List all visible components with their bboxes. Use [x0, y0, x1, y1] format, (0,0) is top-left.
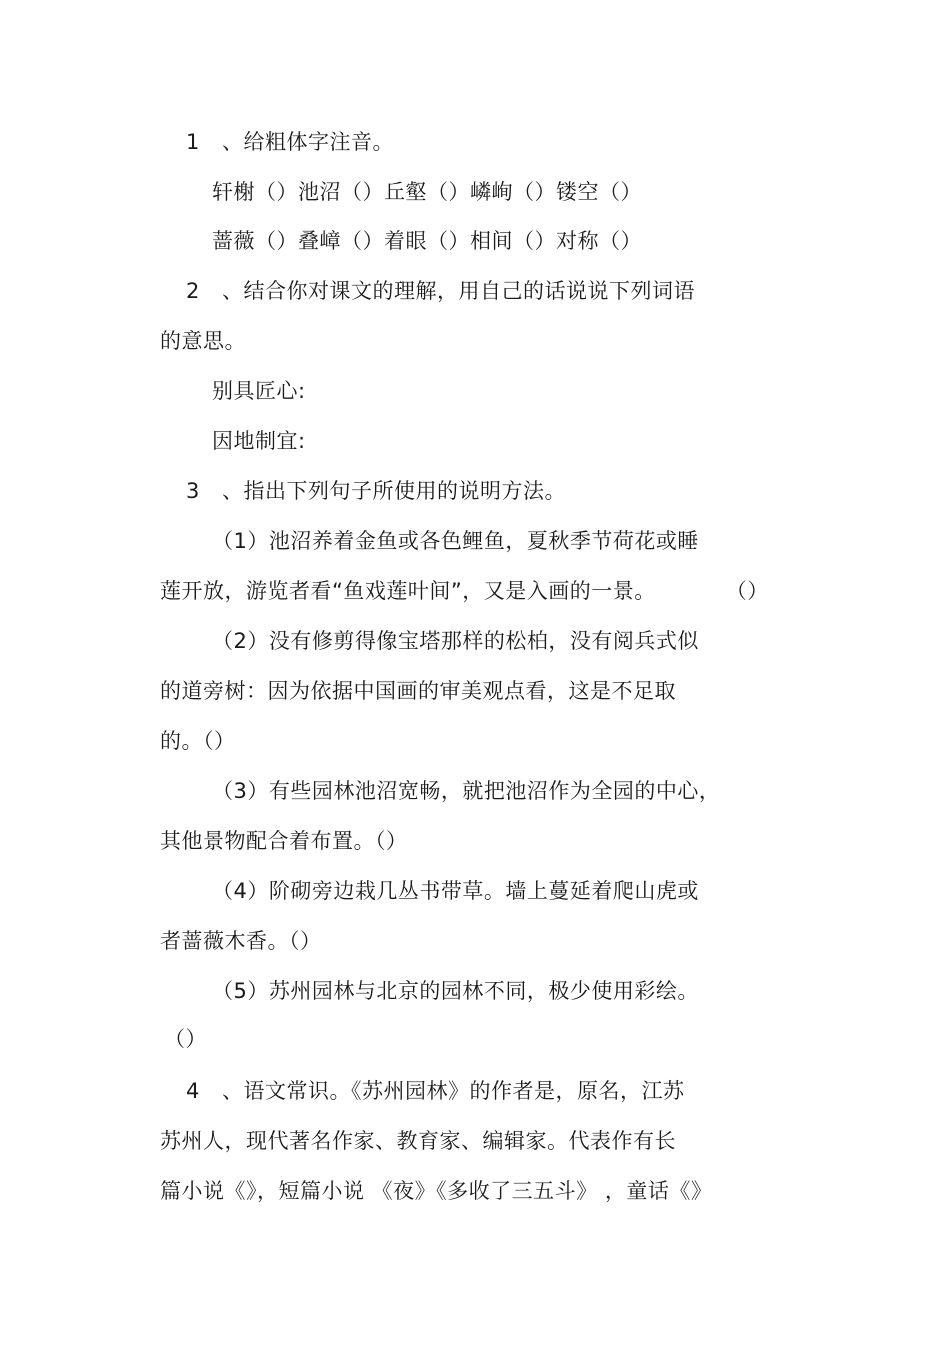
q3-sentence-2-line-3: 的。（）	[160, 729, 236, 753]
q1-title: 、给粗体字注音。	[222, 130, 394, 154]
q3-sentence-3-line-2: 其他景物配合着布置。（）	[160, 829, 408, 853]
q2-heading	[186, 277, 695, 305]
q2-number: 2	[186, 279, 200, 303]
q3-sentence-1-line-2	[160, 577, 769, 605]
q2-term-2: 因地制宜:	[212, 429, 306, 453]
q3-sentence-4-line-1: （4）阶砌旁边栽几丛书带草。墙上蔓延着爬山虎或	[212, 879, 699, 903]
q3-sentence-4-line-2: 者蔷薇木香。（）	[160, 929, 322, 953]
q4-title: 、语文常识。《苏州园林》的作者是，原名，江苏	[222, 1079, 685, 1103]
q3-sentence-5-blank: （）	[164, 1027, 207, 1051]
q3-sentence-5-line-1: （5）苏州园林与北京的园林不同，极少使用彩绘。	[212, 979, 699, 1003]
q3-sentence-1-text: 莲开放，游览者看“鱼戏莲叶间”，又是入画的一景。	[160, 579, 656, 603]
q3-sentence-2-line-2: 的道旁树：因为依据中国画的审美观点看，这是不足取	[160, 679, 676, 703]
q1-number: 1	[186, 130, 200, 154]
q3-sentence-1-blank: （）	[725, 579, 769, 603]
q1-words-row-2: 蔷薇（）叠嶂（）着眼（）相间（）对称（）	[212, 229, 642, 253]
q1-words-row-1: 轩榭（）池沼（）丘壑（）嶙峋（）镂空（）	[212, 180, 642, 204]
q3-sentence-1-line-1: （1）池沼养着金鱼或各色鲤鱼，夏秋季节荷花或睡	[212, 529, 699, 553]
q3-title: 、指出下列句子所使用的说明方法。	[222, 479, 566, 503]
q4-number: 4	[186, 1079, 200, 1103]
q3-heading	[186, 477, 566, 505]
q3-number: 3	[186, 479, 200, 503]
q3-sentence-3-line-1: （3）有些园林池沼宽畅，就把池沼作为全园的中心，	[212, 779, 721, 803]
q4-heading	[186, 1077, 685, 1105]
q4-line-3: 篇小说《》，短篇小说 《夜》《多收了三五斗》 ，童话《》	[160, 1179, 713, 1203]
q2-title-continuation: 的意思。	[160, 329, 246, 353]
q2-title: 、结合你对课文的理解，用自己的话说说下列词语	[222, 279, 695, 303]
q4-line-2: 苏州人，现代著名作家、教育家、编辑家。代表作有长	[160, 1129, 676, 1153]
q1-heading	[186, 128, 394, 156]
q3-sentence-2-line-1: （2）没有修剪得像宝塔那样的松柏，没有阅兵式似	[212, 629, 699, 653]
q2-term-1: 别具匠心:	[212, 379, 306, 403]
